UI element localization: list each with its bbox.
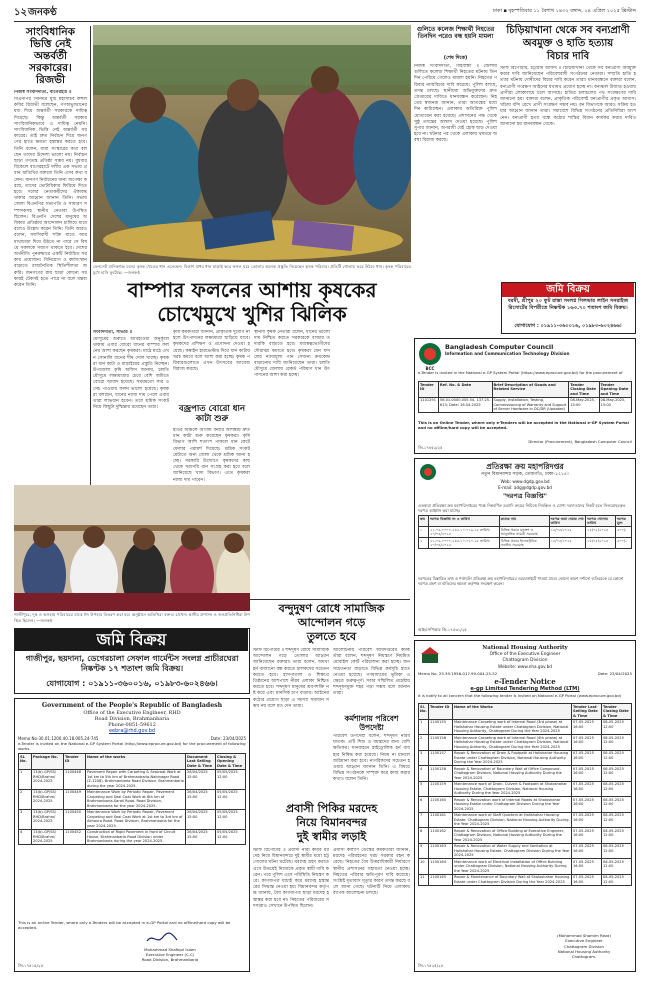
rhd-th: Package No. — [32, 754, 64, 770]
rhd-td: 1 — [19, 769, 32, 789]
land-sale-left-body: গাজীপুর, ছয়দানা, ডেগেরচালা সেফাল গার্মেন্টস সংলগ্ন প্রাচীরঘেরা নিষ্কণ্টক ১৭ শতাংশ জমি বিক্রয়। — [25, 654, 239, 673]
nha-notice-title: e-Tender Notice — [494, 677, 556, 686]
noise-story-col1: স্টাফ রিপোর্টার ॥ শব্দদূষণ রোধে সামাজিক আন্দোলন গড়ে তোলার আহ্বান জানিয়েছেন বক্তারা। তারা বলেন, অযথা হর্ন বাজানো বন্ধ করতে চালকদের সচেতন করতে হবে। হাসপাতাল ও শিক্ষাপ্রতিষ্ঠানের আশপাশে নীরব এলাকা নিশ্চিত করতে হবে। শব্দদূষণ মানুষের শ্রবণশক্তি নষ্ট করে এবং মানসিক চাপ বাড়ায়। আইনের কঠোর প্রয়োগ ছাড়া এ সমস্যা সমাধান সম্ভব নয় বলে মত দেন তারা। — [253, 648, 329, 709]
dgdp-td: ৫০০/- — [615, 527, 631, 538]
nha-td: 9 — [419, 843, 429, 859]
rhd-td: 13(b)-GP/SS/ RHD/Brahm/ 2024-2025 — [32, 809, 64, 829]
bcc-table-header — [419, 382, 632, 398]
nha-td: 08-05-2025 12:00 — [602, 828, 632, 844]
bcc-footer: This is an Online Tender, where only e-Tenders will be accepted in the National e-GP System Portal and no offline/hard copy will be accepted. — [418, 420, 629, 430]
rhd-td: Pavement Repair with Carpeting & Sealcoat Work at 1st km to 5th km of Brahmanbaria-Nabinagar Road (Z-1208). Brahmanbaria Road Division, Brahmanbaria during the year 2024-2025. — [87, 770, 184, 788]
nha-site: Website: www.nha.gov.bd — [498, 664, 552, 669]
rhd-td: 26/04/2025 15:00 — [186, 829, 216, 845]
main-story-byline: সংবাদদাতা, সাভার ॥ — [93, 330, 133, 335]
nha-td: 08-05-2025 12:00 — [602, 750, 632, 766]
table-row — [419, 812, 632, 828]
nha-td: 07-05-2025 16:00 — [572, 766, 602, 782]
rhd-tender-notice — [14, 698, 250, 972]
nha-td: 7 — [419, 812, 429, 828]
rhd-td: 1100450 — [64, 809, 86, 829]
bcc-tender-notice — [414, 338, 636, 454]
nha-td: 5 — [419, 781, 429, 797]
nha-td: 1100163 — [429, 843, 453, 859]
table-row — [419, 397, 632, 413]
nha-td: 1100164 — [429, 859, 453, 875]
nha-td: 08-05-2025 12:00 — [602, 874, 632, 885]
bcc-org: Bangladesh Computer Council — [445, 343, 554, 351]
nha-signer-title: Executive Engineer — [565, 938, 603, 944]
bcc-th: Brief Description of Goods and Related Service — [492, 382, 569, 398]
masthead — [14, 6, 636, 20]
table-row — [419, 828, 632, 844]
main-headline-line1: বাম্পার ফলনের আশায় কৃষকের — [127, 278, 377, 302]
zoo-story-body: স্টাফ রিপোর্টার, চট্টগ্রাম অফিস ॥ চিড়িয়াখানা থেকে সব বন্যপ্রাণী অবমুক্ত করার দাবি জানিয়েছেন পরিবেশবাদী সংগঠনের নেতারা। সম্প্রতি হাতি হত্যার ঘটনায় দোষীদের বিচার দাবি করেন তারা। মানববন্ধনে বক্তারা বলেন, বন্যপ্রাণী সংরক্ষণ আইনের যথাযথ প্রয়োগ হচ্ছে না। বনাঞ্চল উজাড় হওয়ায় প্রাণীরা লোকালয়ে চলে আসছে। হাতির চলাচলের পথ সংরক্ষণের দাবি জানানো হয়। বক্তারা বলেন, প্রাকৃতিক পরিবেশই বন্যপ্রাণীর প্রকৃত আবাস। খাঁচায় বন্দি রেখে প্রাণী সংরক্ষণ সম্ভব নয়। বন বিভাগকে আরও সক্রিয় হওয়ার আহ্বান জানান তারা। সমাবেশে বিভিন্ন সংগঠনের প্রতিনিধিরা অংশ নেন। বন্যপ্রাণী হত্যা বন্ধে কঠোর শাস্তির বিধান কার্যকর করার দাবিও জানানো হয় মানববন্ধন থেকে। — [500, 66, 636, 127]
rhd-th: Tender ID — [64, 754, 86, 770]
nha-td: 08-05-2025 12:00 — [602, 766, 632, 782]
main-story-col1: মৌসুমের শুরুতে আবহাওয়া অনুকূলে থাকায় এবার বোরো ধানের বাম্পার ফলনের আশা করছেন কৃষকরা। মাঠে মাঠে এখন সোনালি ধানের শীষ দোল খাচ্ছে। কৃষকরা ধান কাটা ও মাড়াইয়ের প্রস্তুতি নিচ্ছেন। উপজেলা কৃষি অফিস জানায়, চলতি মৌসুমে লক্ষ্যমাত্রার চেয়ে বেশি জমিতে বোরো আবাদ হয়েছে। সময়মতো সার ও সেচ পাওয়ায় ফলন ভালো হয়েছে। কৃষকরা বলছেন, ধানের ন্যায্য দাম পেলে এবার তারা লাভবান হবেন। তবে শ্রমিক সংকট নিয়ে কিছুটা দুশ্চিন্তায় রয়েছেন তারা। — [93, 337, 169, 411]
rhd-td: Construction of Rigid Pavement in front of Circuit House, Brahmanbaria Road Division under Brahmanbaria during the year 2024-2025. — [86, 829, 186, 845]
rhd-gov: Government of the People's Republic of Bangladesh — [41, 702, 223, 709]
dgdp-th: দরপত্র বিজ্ঞপ্তি নং ও তারিখ — [429, 516, 500, 527]
nha-th: Sl. No. — [419, 704, 429, 720]
rhd-td: 4 — [19, 829, 32, 845]
nha-td: Repair & Renovation of Boundary Wall of Office Compound, Chattogram Division, National Housing Authority During the Year 2024-2025 — [453, 766, 572, 782]
rhd-td: 13(b)-GP/SS/ RHD/Brahm/ 2024-2025 — [32, 789, 64, 809]
table-row — [419, 781, 632, 797]
nha-td: Maintenance work of Drain, Culvert & Footpath at Sholoshahar Housing Estate, Chattogram Division, National Housing Authority During the Year 2024-2025 — [453, 781, 572, 797]
migrant-headline-line3: দুই স্বামীর লড়াই — [296, 830, 367, 843]
bcc-table — [418, 381, 632, 413]
rhd-td: 13(b)-GP/SS/ RHD/Brahm/ 2024-2025 — [32, 829, 64, 845]
nha-td: Maintenance Carpeting work of Internal Road (4th phase) at Halishahar Housing Estate under Chattogram Division, National Housing Authority, Chattogram During the Year 2024-2025 — [453, 735, 572, 751]
rhd-td: Maintenance Work by Periodic Repair, Pavement Carpeting and Seal Coat Work at 1st km to 3rd km of Akhaura Road. Road Division, Brahmanbaria for the year 2024-2025. — [86, 809, 186, 829]
land-sale-body: বরমী, শ্রীপুর ২০ ফুট রাস্তা সংলগ্ন সিলভার লাইন সনরাইজ রিসোর্টের বিপরীতে নিষ্কণ্টক ১৬৩.৭০ শতাংশ জমি বিক্রয়। — [507, 298, 629, 311]
rhd-td: 26/04/2025 15:00 — [186, 769, 216, 789]
dgdp-address: নতুন বিমানবন্দর সড়ক, তেজগাঁও, ঢাকা-১২১৫। — [481, 472, 569, 477]
nha-th: Tender ID — [429, 704, 453, 720]
dgdp-intro: এতদ্বারা প্রতিরক্ষা ক্রয় মহাপরিদপ্তরের পক্ষে নিম্নবর্ণিত দ্রব্যাদি ক্রয়ের নিমিত্তে নিবন্ধিত ও যোগ্য দরদাতাদের নিকট হতে সিলমোহরকৃত দরপত্র আহ্বান করা যাচ্ছে। — [418, 503, 626, 513]
rhd-td: 05/05/2025 12:00 — [216, 769, 246, 789]
nha-td: 08-05-2025 12:00 — [602, 859, 632, 875]
table-row — [19, 829, 246, 845]
nha-td: 07-05-2025 16:00 — [572, 781, 602, 797]
left-story-headline: সাংবিধানিক ভিত্তি নেই অন্তর্বর্তী সরকারের। রিজভী — [26, 26, 75, 86]
nha-td: Repair & Renovation work of Internal Roads at Sholoshahar Housing Estate under Chattogram Division During the Year 2024-2025 — [453, 797, 572, 813]
bcc-th: Ref. No. & Date — [438, 382, 492, 398]
zoo-headline-line3: বিচার দাবি — [546, 51, 590, 62]
zoo-headline-line1: চিড়িয়াখানা থেকে সব বন্যপ্রাণী — [506, 25, 630, 36]
nha-signer-name: (Mohammad Shamim Reza) — [557, 933, 611, 938]
dgdp-notice-title: "দরপত্র বিজ্ঞপ্তি" — [502, 492, 548, 500]
rhd-td: Maintenance Work by Periodic Repair, Pavement Carpeting and Seal Coat Work at 6th km of Brahmanbaria-Sarail Road. Road Division, Brahmanbaria for the year 2024-2025. — [86, 789, 186, 809]
bcc-td: 56.01.0000.005.54. 137.25-613; Date: 16.04.2025 — [438, 397, 492, 413]
rhd-th: SL No. — [19, 754, 32, 770]
rhd-th: Document Last Selling Date & Time — [186, 754, 216, 770]
nha-td: Maintenance Carpeting work of Internal Road (3rd phase) at Halishahar Housing Estate under Chattogram Division, National Housing Authority, Chattogram During the Year 2024-2025 — [453, 719, 572, 735]
nha-tender-notice — [414, 640, 636, 972]
left-story-dateline: নিজস্ব সংবাদদাতা, বাগেরহাট ॥ — [14, 90, 72, 95]
main-story-subheadline: বজ্রপাত বোরো ধান কাটা শুরু — [178, 404, 246, 424]
land-sale-title: জমি বিক্রয় — [546, 284, 590, 295]
nha-signature-block — [535, 933, 633, 959]
dgdp-table — [418, 515, 632, 549]
paper-name: জনকণ্ঠ — [28, 7, 57, 18]
nha-td: 07-05-2025 16:00 — [572, 812, 602, 828]
nha-table-header — [419, 704, 632, 720]
crime-story-page-ref: (শেষ দিকে) — [443, 55, 468, 61]
rhd-table-header — [19, 754, 246, 770]
rhd-date: Date: 23/04/2025 — [210, 736, 246, 741]
bcc-ref: জি-১৭৪৫২/২৫ — [418, 445, 443, 450]
table-row — [19, 789, 246, 809]
nha-table-wrap — [418, 703, 632, 886]
event-photo-caption: গাজীপুরে, দুস্থ ও অসহায় পরিবারের মাঝে ঈদ উপহার বিতরণ করা হয়। অনুষ্ঠানে অতিথিরা বক্তব্য রাখেন। স্থানীয় প্রশাসন ও জনপ্রতিনিধিরা উপস্থিত ছিলেন। —জনকণ্ঠ — [14, 612, 250, 623]
rhd-td: 1100452 — [64, 829, 86, 845]
nha-th: Tender Last Selling Date & Time — [572, 704, 602, 720]
dgdp-table-wrap — [418, 515, 632, 549]
masthead-rule — [14, 21, 636, 22]
nha-td: Repair & Renovation of Office Building of Executive Engineer, Chattogram Division, National Housing Authority During the Year 2024-2025 — [453, 828, 572, 844]
rhd-division: Road Division, Brahmanbaria — [94, 716, 170, 722]
dgdp-th: দরপত্র জমা দেয়ার শেষ তারিখ — [549, 516, 586, 527]
rhd-th: Closing & Opening Date & Time — [216, 754, 246, 770]
nha-td: Repair & Renovation of Drain & Footpath at Halishahar Housing Estate under Chattogram Division, National Housing Authority During the Year 2024-2025 — [453, 750, 572, 766]
dgdp-td: ২১.০৬.০০০০.২৪৫.১০.০২০.২৫ তারিখ: ২০/০৪/২০২৫ — [429, 538, 500, 549]
nha-signer-office: Chattogram Division — [564, 943, 604, 949]
rhd-td: 1100449 — [64, 789, 86, 809]
bcc-signer: Director (Procurement), Bangladesh Computer Council — [528, 439, 632, 444]
table-row — [419, 735, 632, 751]
rhd-signer-office: Road Division, Brahmanbaria — [141, 957, 199, 962]
nha-td: 1100160 — [429, 797, 453, 813]
nha-td: Repair & Renovation of Water Supply and Sanitation at Halishahar Housing Estate, Chattogram Division During the Year 2024-2025 — [454, 844, 570, 857]
rhd-email: eebra@rhd.gov.bd — [108, 728, 156, 734]
nha-td: 1100156 — [429, 735, 453, 751]
nha-td: 08-05-2025 12:00 — [602, 843, 632, 859]
rhd-phone: Phone-0851-59612 — [108, 722, 156, 728]
bcc-td: Supply, Installation, Testing, Commissioning of Warranty and Support of Server Hardware in DC/DR (Updated) — [492, 397, 569, 413]
bcc-logo-icon — [418, 342, 442, 366]
bcc-division: Information and Communication Technology Division — [445, 351, 570, 356]
table-row — [419, 750, 632, 766]
rhd-td: 05/05/2025 12:00 — [216, 829, 246, 845]
noise-story-col2: আলোচনায় পরিবেশ অধিদপ্তরের কর্মকর্তারা বলেন, শব্দদূষণ নিয়ন্ত্রণে নিয়মিত মোবাইল কোর্ট পরিচালনা করা হচ্ছে। জনসচেতনতা বাড়াতে বিভিন্ন কর্মসূচি হাতে নেওয়া হয়েছে। গণমাধ্যমের ভূমিকা এক্ষেত্রে গুরুত্বপূর্ণ। সবার সম্মিলিত প্রচেষ্টায় শব্দদূষণমুক্ত শহর গড়া সম্ভব বলে জানান তারা। — [333, 648, 410, 697]
crime-story-headline: গুলিতে কলেজ শিক্ষার্থী নিহতের তিনদিন পরেও বন্ধ হয়নি মামলা — [416, 26, 495, 41]
rhd-td: 13(b)-GP/SS/ RHD/Brahm/ 2024-2025 — [32, 769, 64, 789]
nha-signer-org: National Housing Authority — [557, 948, 611, 954]
nha-td: 08-05-2025 12:00 — [602, 735, 632, 751]
nha-date: Date: 23/04/2025 — [597, 671, 632, 676]
bcc-table-wrap — [418, 381, 632, 413]
rhd-td: 1100446 — [64, 769, 86, 789]
table-row — [19, 809, 246, 829]
table-row — [419, 766, 632, 782]
crime-story-body: নিজস্ব সংবাদদাতা, গাইবান্ধা ॥ জেলায় গুলিতে কলেজ শিক্ষার্থী নিহতের ঘটনায় তিনদিন পেরিয়ে গেলেও মামলা হয়নি। নিহতের পরিবার ন্যায়বিচার দাবি করেছে। পুলিশ বলছে, তদন্ত চলছে। স্থানীয়রা অভিযুক্তদের দ্রুত গ্রেপ্তারের দাবিতে মানববন্ধন করেছেন। নিহতের স্বজনরা জানান, তারা আতঙ্কের মধ্যে দিন কাটাচ্ছেন। এলাকায় অতিরিক্ত পুলিশ মোতায়েন করা হয়েছে। প্রশাসনের পক্ষ থেকে সুষ্ঠু তদন্তের আশ্বাস দেওয়া হয়েছে। পুলিশ সুপার জানান, অপরাধী যেই হোক ছাড় দেওয়া হবে না। ঘটনার পর থেকে এলাকায় থমথমে অবস্থা বিরাজ করছে। — [414, 64, 497, 144]
bcc-td: 1101291 — [419, 397, 439, 413]
zoo-headline-line2: অবমুক্ত ও হাতি হত্যায় — [522, 38, 614, 49]
nha-td: 10 — [419, 859, 429, 875]
nha-memo: Memo No. 25.39.1956.017.99.004.25-52 — [418, 671, 498, 676]
migrant-headline-line2: নিয়ে বিমানবন্দর — [296, 816, 367, 829]
nha-td: 2 — [419, 735, 429, 751]
dgdp-email: E-mail: adg@dgdp.gov.bd — [498, 485, 552, 490]
dgdp-td: বিভিন্ন প্রকার যন্ত্রাংশ ও আনুষঙ্গিক সামগ্রী সরবরাহ — [499, 527, 549, 538]
nha-td: 3 — [419, 750, 429, 766]
dgdp-th: ক্রম — [419, 516, 429, 527]
rhd-td: 26/04/2025 15:00 — [186, 809, 216, 829]
main-story-col2: কৃষি কর্মকর্তারা জানান, প্রাকৃতিক দুর্যোগ না হলে উৎপাদনের লক্ষ্যমাত্রা ছাড়িয়ে যাবে। কৃষকদের প্রশিক্ষণ ও প্রণোদনা দেওয়া হয়েছে। কম্বাইন হারভেস্টার দিয়ে ধান কাটায় খরচ কমবে বলে আশা করা হচ্ছে। কৃষক পরিবারগুলোতে এখন উৎসবের আমেজ বিরাজ করছে। — [173, 330, 250, 373]
nha-td: 1100158 — [429, 766, 453, 782]
nha-table — [418, 703, 632, 886]
rhd-td: 3 — [19, 809, 32, 829]
rhd-memo: Memo No-30.01.1200.40.18.005.24-745 — [18, 736, 99, 741]
table-row — [419, 797, 632, 813]
photo-harvest — [93, 25, 411, 262]
nha-th: Name of the Works — [453, 704, 572, 720]
nha-td: 8 — [419, 828, 429, 844]
land-sale-left-title: জমি বিক্রয় — [96, 630, 167, 649]
dgdp-table-header — [419, 516, 632, 527]
table-row — [419, 859, 632, 875]
nha-td: 08-05-2025 12:00 — [602, 812, 632, 828]
bcc-td: 08-May-2025, 15:00 — [599, 397, 631, 413]
nha-td: 1100155 — [429, 719, 453, 735]
nha-ltm: e-gp Limited Tendering Method (LTM) — [470, 686, 580, 692]
rhd-table — [18, 753, 246, 845]
nha-ref: জি-১৭৫২৫/২৫ — [418, 963, 443, 968]
nha-td: 07-05-2025 16:00 — [572, 735, 602, 751]
nha-td: 07-05-2025 16:00 — [572, 797, 602, 813]
rhd-notice: e-Tender is invited on the National e-GP System Portal (http://www.eprocure.gov.bd) for the procurement of following works. — [18, 741, 246, 751]
table-row — [419, 874, 632, 885]
rhd-office: Office of the Executive Engineer, RHD — [83, 710, 181, 716]
harvest-scene-image — [93, 25, 411, 262]
nha-th: Tender Closing Date & Time — [602, 704, 632, 720]
nha-td: 4 — [419, 766, 429, 782]
photo-harvest-caption: ফেনসেট মানিকগঞ্জ মনের কৃষক খেতের ধান এনেছেন। বিকাশ মাধব ধান মাড়াই করে ফসল ঘরে তোলার অনেক প্রস্তুতি নিয়েছেন কৃষক পরিবার। প্রতিটি গোলায় ভরে উঠবে ধান। কৃষক পরিবারের মুখে হাসি ফুটেছে। —জনকণ্ঠ — [93, 264, 411, 275]
nha-td: 1 — [419, 719, 429, 735]
dgdp-title: প্রতিরক্ষা ক্রয় মহাপরিদপ্তর — [486, 462, 564, 471]
dgdp-th: দরপত্র খোলার তারিখ — [586, 516, 616, 527]
nha-td: 1100159 — [429, 781, 453, 797]
rhd-signer-name: Mohammad Shafiqul Islam — [144, 947, 196, 952]
nha-td: Maintenance work of Electrical Installation of Office Building under Chattogram Division, National Housing Authority During the Year 2024-2025 — [453, 859, 572, 875]
nha-td: 08-05-2025 12:00 — [602, 719, 632, 735]
nha-td: 07-05-2025 16:00 — [572, 859, 602, 875]
main-story-col4: স্থানীয় কৃষক নেতারা বলেন, ধানের ভালো দাম নিশ্চিত করতে সরকারকে বাজার তদারকি বাড়াতে হবে। মধ্যস্বত্বভোগীদের দৌরাত্ম্য কমাতে হবে। কৃষকরা যেন ফসলের ন্যায্যমূল্য পান সেজন্য ক্রয়কেন্দ্র বাড়ানোর দাবি জানিয়েছেন তারা। চলতি মৌসুমে জেলায় রেকর্ড পরিমাণ ধান উৎপাদনের আশা করা হচ্ছে। — [254, 330, 330, 379]
table-row — [419, 538, 632, 549]
event-stage-image — [14, 485, 250, 611]
rhd-th: Name of the works — [86, 754, 186, 770]
land-sale-phone: যোগাযোগ : ০১৯১১-৩৬০০১৬, ০১৯৮৩-৬০২৪৬৬। — [514, 323, 622, 329]
bcc-th: Tender ID — [419, 382, 439, 398]
nha-division: Chattogram Division — [502, 658, 548, 663]
nha-td: 07-05-2025 16:00 — [572, 874, 602, 885]
migrant-story-col2: প্রবাসী কল্যাণ ডেস্কের কর্মকর্তারা জানান, মরদেহ পরিবহনের খরচ সরকার বহন করেছে। নিহতের বৈধ উত্তরাধিকারী নির্ধারণে স্থানীয় প্রশাসনের সহায়তা নেওয়া হচ্ছে। নিহতের পরিবার ক্ষতিপূরণ দাবি করেছে। সংশ্লিষ্ট দূতাবাস মৃত্যুর কারণ তদন্ত করছে বলে জানা গেছে। ঘটনাটি নিয়ে এলাকায় ব্যাপক আলোচনা চলছে। — [333, 848, 410, 897]
dgdp-td: ২ — [419, 538, 429, 549]
dgdp-th: দরপত্র মূল্য — [615, 516, 631, 527]
dgdp-td: ১৫/০৫/২০২৫ — [586, 538, 616, 549]
nha-org: National Housing Authority — [482, 645, 568, 651]
noise-subheadline: কর্মশালায় পরিবেশ উপদেষ্টা — [344, 714, 399, 732]
dgdp-td: ১৫/০৫/২০২৫ — [586, 527, 616, 538]
rhd-footer: This is an online Tender, where only e-Tenders will be accepted in e-GP Portal and no offline/hard copy will be accepted. — [18, 920, 231, 930]
dgdp-ref: আইএসপিআর জি-১৭৫৩১/২৫ — [418, 627, 467, 632]
nha-td: 07-05-2025 16:00 — [572, 843, 602, 859]
land-sale-left-phone: যোগাযোগ : ০১৯১১-৩৬০০১৬, ০১৯৮৩-৬০২৪৬৬। — [46, 679, 218, 688]
rhd-ref: জি-১৭৫১৫/২৫ — [18, 963, 43, 968]
dgdp-th: দ্রব্যের নাম — [499, 516, 549, 527]
noise-headline-line3: তুলতে হবে — [306, 630, 357, 643]
noise-headline-line1: বন্দুদুষণ রোধে সামাজিক — [278, 602, 385, 615]
nha-td: Repair & Maintenance of Boundary Wall at Sholoshahar Housing Estate under Chattogram Division During the Year 2024-2025 — [453, 874, 572, 885]
nha-intro: It is notify to all concern that the following tender is invited on National e-GP Portal (www.eprocure.gov.bd) — [418, 693, 622, 698]
land-sale-ad-right — [501, 282, 636, 334]
noise-headline-line2: আন্দোলন গড়ে — [297, 616, 366, 629]
migrant-story-col1: স্টাফ রিপোর্টার ॥ প্রবাসী নারী কর্মীর মরদেহ নিয়ে বিমানবন্দরে দুই স্বামীর মধ্যে হট্টগোলের ঘটনা ঘটেছে। মরদেহ গ্রহণ করতে এসে উভয়েই নিজেকে প্রকৃত স্বামী দাবি করেন। পরে পুলিশ এসে পরিস্থিতি নিয়ন্ত্রণ করে। কাগজপত্র যাচাই করে মরদেহ হস্তান্তরের সিদ্ধান্ত নেওয়া হয়। বিমানবন্দর কর্তৃপক্ষ জানায়, বৈধ কাগজপত্র ছাড়া মরদেহ হস্তান্তর করা হবে না। নিহতের পরিবারের সদস্যরাও সেখানে উপস্থিত ছিলেন। — [253, 848, 329, 909]
table-row — [19, 769, 246, 789]
nha-td: Maintenance work of Staff Quarters at Halishahar Housing Estate, Chattogram Division, National Housing Authority During the Year 2024-2025 — [453, 812, 572, 828]
land-sale-ad-left — [14, 628, 250, 694]
dgdp-td: ২১.০৬.০০০০.২৪৫.১০.০১৯.২৫ তারিখ: ২০/০৪/২০২৫ — [429, 527, 500, 538]
noise-story-col3: পরিবেশ উপদেষ্টা বলেন, শব্দদূষণ নীরব ঘাতক। এটি শিশু ও বয়স্কদের জন্য বেশি ক্ষতিকর। যানবাহনে হাইড্রোলিক হর্ন ব্যবহার নিষিদ্ধ করা হয়েছে। নিয়ম না মানলে জরিমানা করা হবে। নাগরিকদের সচেতন হওয়ার আহ্বান জানান তিনি। এ বিষয়ে বিভিন্ন সংগঠনকে সম্পৃক্ত করে কাজ করার কথাও বলেন তিনি। — [333, 734, 410, 783]
rhd-table-wrap — [18, 753, 246, 845]
nha-td: 1100157 — [429, 750, 453, 766]
date-line: ঢাকা ▪ বৃহস্পতিবার ১১ বৈশাখ ১৪৩২ বঙ্গাব্দ, ২৪ এপ্রিল ২০২৫ খ্রিস্টাব্দ — [492, 8, 636, 14]
bcc-th: Tender Opening Date and Time — [599, 382, 631, 398]
migrant-headline-line1: প্রবাসী পিকির মরদেহ — [285, 802, 378, 815]
dgdp-td: ১৫/০৫/২০২৫ — [549, 538, 586, 549]
dgdp-notes: দরপত্রের বিস্তারিত তথ্য ও শর্তাবলি প্রতিরক্ষা ক্রয় মহাপরিদপ্তরের ওয়েবসাইটে পাওয়া যাবে। কোনো কারণ দর্শানো ব্যতিরেকে যে কোনো দরপত্র গ্রহণ বা বাতিলের ক্ষমতা কর্তৃপক্ষ সংরক্ষণ করেন। — [418, 576, 624, 586]
signature-icon — [145, 931, 179, 945]
event-stage-photo — [14, 485, 250, 611]
nha-td: 07-05-2025 16:00 — [572, 828, 602, 844]
bcc-short: BCC — [425, 366, 435, 371]
nha-td: 1100165 — [429, 874, 453, 885]
nha-td: 08-05-2025 12:00 — [602, 781, 632, 797]
dgdp-td: বিভিন্ন প্রকার ইলেকট্রনিক সরঞ্জাম সরবরাহ — [499, 538, 549, 549]
nha-td: 11 — [419, 874, 429, 885]
rhd-td: 05/05/2025 12:00 — [216, 809, 246, 829]
nha-td: 6 — [419, 797, 429, 813]
left-story-body: বিএনপির সিনিয়র যুগ্ম মহাসচিব রুহুল কবির রিজভী বলেছেন, গণঅভ্যুত্থানের মধ্য দিয়ে অন্তর্বর্তী সরকারকে দায়িত্ব দিয়েছে। কিন্তু অন্তর্বর্তী সরকার সাংবিধানিকভাবে এ দায়িত্ব নেয়নি। সাংবিধানিক ভিত্তি নেই অন্তর্বর্তী সরকারের। তাই দ্রুত নির্বাচন দিয়ে জনগণের হাতে ক্ষমতা হস্তান্তর করতে হবে। তিনি বলেন, যারা সংস্কারের কথা বলছেন তাদের উদ্দেশ্য ভালো নয়। নির্বাচন ছাড়া গণতন্ত্র প্রতিষ্ঠা সম্ভব নয়। বুধবার বিকেলে বাগেরহাটে দলীয় এক সভায় প্রধান অতিথির বক্তব্যে তিনি এসব কথা বলেন। জনগণ নির্বাচনের জন্য অপেক্ষা করছে, তাদের ভোটাধিকার ফিরিয়ে দিতে হবে। দলের নেতাকর্মীদের ঐক্যবদ্ধ থাকার আহ্বান জানান তিনি। সভায় জেলা বিএনপির সভাপতি ও সাধারণ সম্পাদকসহ স্থানীয় নেতারা উপস্থিত ছিলেন। বিএনপি দেশের মানুষের অধিকার প্রতিষ্ঠায় আন্দোলন চালিয়ে যাবে বলেও উল্লেখ করেন তিনি। তিনি আরও বলেন, ফ্যাসিবাদী শক্তি যাতে আর মাথাচাড়া দিয়ে উঠতে না পারে সে বিষয়ে সকলকে সজাগ থাকতে হবে। দেশের অর্থনীতি পুনরুদ্ধারে একটি নির্বাচিত সরকার প্রয়োজন। বিনিয়োগ ও কর্মসংস্থান বাড়াতে রাজনৈতিক স্থিতিশীলতা জরুরি। জনগণের রায় ছাড়া কোনো সরকারই টেকসই হতে পারে না বলে মন্তব্য করেন তিনি। — [14, 97, 87, 289]
rhd-td: 05/05/2025 12:00 — [216, 789, 246, 809]
dgdp-tender-notice — [414, 458, 636, 636]
table-row — [419, 527, 632, 538]
rhd-td: 26/04/2025 15:00 — [186, 789, 216, 809]
nha-signer-place: Chattogram. — [571, 954, 597, 960]
nha-td: 07-05-2025 16:00 — [572, 719, 602, 735]
rhd-td: 2 — [19, 789, 32, 809]
table-row — [419, 719, 632, 735]
nha-td: 1100162 — [429, 828, 453, 844]
nha-td: 07-05-2025 16:00 — [572, 750, 602, 766]
bcc-notice-line: e-Tender is invited in the National e-GP System Portal (https://www.eprocure.gov.bd) for the procurement of — [418, 370, 623, 375]
rhd-signer-title: Executive Engineer (C.C) — [145, 952, 195, 957]
nha-office: Office of the Executive Engineer — [489, 652, 561, 657]
page-number: ১২ — [14, 7, 27, 18]
main-story-col3: হাওর অঞ্চলে আগাম বন্যার আশঙ্কায় দ্রুত ধান কাটা শুরু করেছেন কৃষকরা। কৃষি বিভাগ আশি শতাংশ পাকলে ধান কেটে ফেলার পরামর্শ দিয়েছে। শ্রমিক সংকট মেটাতে অন্য জেলা থেকে শ্রমিক আনা হচ্ছে। সরকারি উদ্যোগে কৃষকদের কাছ থেকে সরাসরি ধান সংগ্রহ করা হবে বলে জানিয়েছে খাদ্য বিভাগ। এতে কৃষকরা ন্যায্য দাম পাবেন। — [173, 428, 250, 483]
dgdp-td: ১৫/০৫/২০২৫ — [549, 527, 586, 538]
main-headline-line2: চোখেমুখে খুশির ঝিলিক — [157, 302, 347, 326]
nha-td: 1100161 — [429, 812, 453, 828]
dgdp-web: Web: www.dgdp.gov.bd — [500, 479, 550, 484]
table-row — [419, 843, 632, 859]
dgdp-td: ১ — [419, 527, 429, 538]
nha-td: 08-05-2025 12:00 — [602, 797, 632, 813]
dgdp-td: ৫০০/- — [615, 538, 631, 549]
bcc-td: 08-May-2025, 15:00 — [569, 397, 599, 413]
bcc-th: Tender Closing Date and Time — [569, 382, 599, 398]
